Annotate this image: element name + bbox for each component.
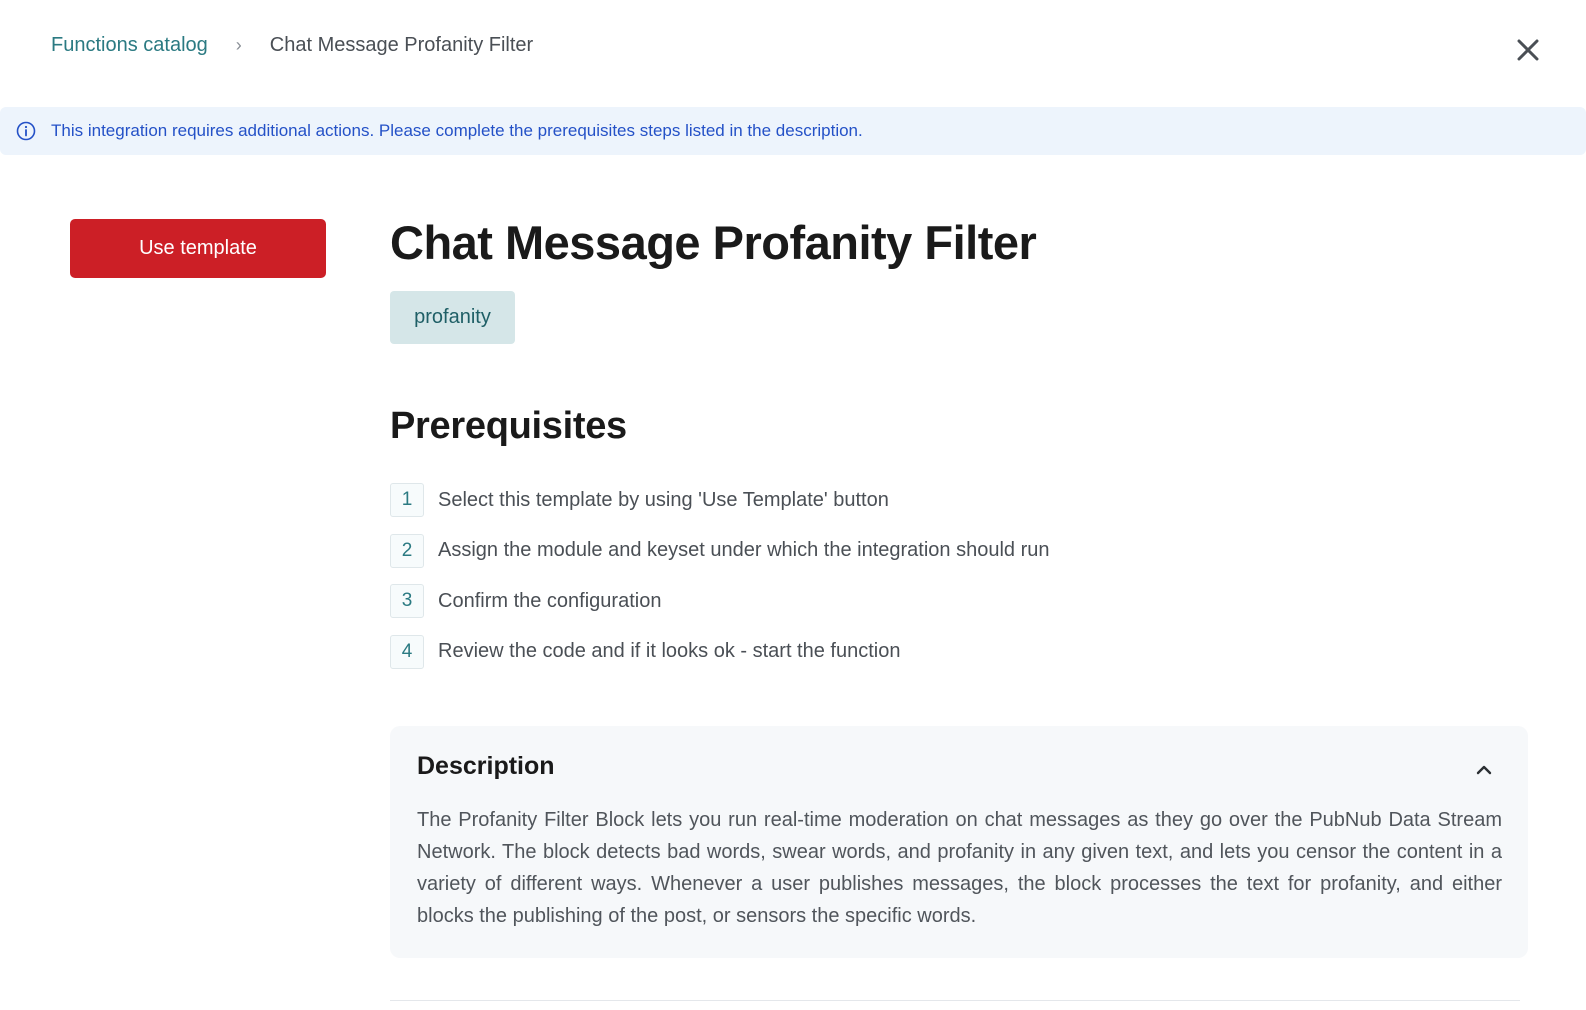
step-text: Confirm the configuration: [438, 589, 662, 612]
prerequisites-heading: Prerequisites: [390, 405, 627, 447]
banner-message: This integration requires additional actions. Please complete the prerequisites steps listed in the description.: [51, 121, 863, 140]
divider: [390, 1000, 1520, 1001]
breadcrumb: [51, 34, 533, 57]
step-number: 3: [390, 584, 424, 618]
description-panel: [390, 726, 1528, 958]
step-text: Assign the module and keyset under which the integration should run: [438, 539, 1050, 561]
list-item: [390, 635, 1050, 669]
collapse-description-button[interactable]: [1470, 756, 1498, 784]
info-icon: [15, 120, 37, 142]
tag-badge: profanity: [390, 291, 515, 344]
close-icon: [1512, 34, 1544, 66]
step-text: Select this template by using 'Use Template' button: [438, 488, 889, 511]
top-bar: [0, 0, 1586, 96]
description-heading[interactable]: Description: [417, 752, 555, 780]
breadcrumb-separator-icon: ›: [235, 35, 242, 55]
step-number: 2: [390, 534, 424, 568]
chevron-up-icon: [1470, 756, 1498, 784]
close-button[interactable]: [1512, 34, 1544, 66]
list-item: [390, 534, 1050, 568]
step-number: 1: [390, 483, 424, 517]
prerequisites-list: [390, 483, 1050, 685]
use-template-button[interactable]: Use template: [70, 219, 326, 278]
step-text: Review the code and if it looks ok - start the function: [438, 640, 901, 662]
page-title: Chat Message Profanity Filter: [390, 216, 1037, 269]
description-body: The Profanity Filter Block lets you run real-time moderation on chat messages as they go over the PubNub Data Stream Network. The block detects bad words, swear words, and profanity in any given text, and lets you censor the content in a variety of different ways. Whenever a user publishes messages, the block processes the text for profanity, and either blocks the publishing of the post, or sensors the specific words.: [417, 809, 1502, 927]
list-item: [390, 584, 1050, 618]
step-number: 4: [390, 635, 424, 669]
prerequisites-info-banner: [0, 107, 1586, 155]
breadcrumb-current: Chat Message Profanity Filter: [269, 34, 534, 56]
list-item: [390, 483, 1050, 517]
breadcrumb-functions-catalog-link[interactable]: Functions catalog: [51, 34, 208, 56]
